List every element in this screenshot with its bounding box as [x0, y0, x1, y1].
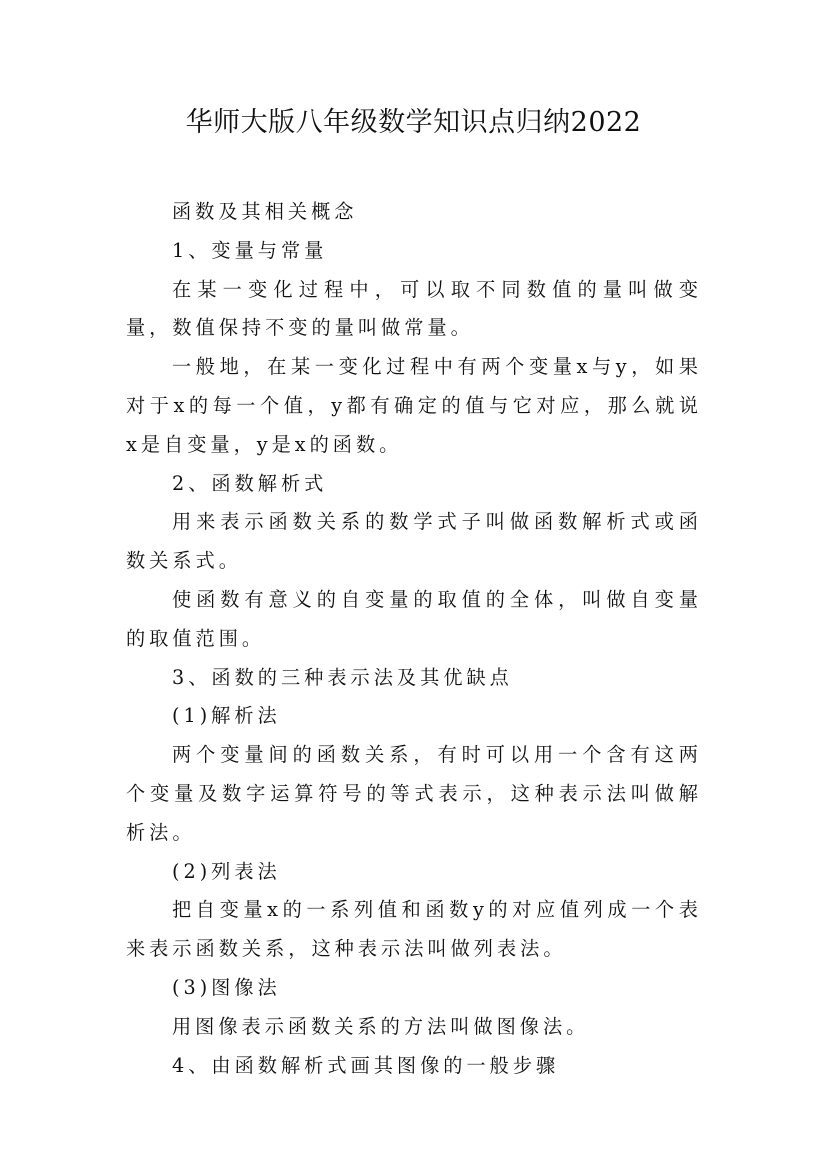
- paragraph: 把自变量x的一系列值和函数y的对应值列成一个表来表示函数关系，这种表示法叫做列表法。: [126, 898, 702, 961]
- paragraph: 在某一变化过程中，可以取不同数值的量叫做变量，数值保持不变的量叫做常量。: [126, 277, 702, 340]
- method-heading: (2)列表法: [172, 859, 281, 883]
- subsection-heading: 2、函数解析式: [172, 471, 328, 495]
- paragraph: 两个变量间的函数关系，有时可以用一个含有这两个变量及数字运算符号的等式表示，这种表示法叫做解析法。: [126, 743, 702, 844]
- method-heading: (1)解析法: [172, 704, 281, 728]
- subsection-heading: 3、函数的三种表示法及其优缺点: [172, 665, 513, 689]
- section-heading: 函数及其相关概念: [172, 200, 358, 223]
- document-body: [126, 193, 702, 1085]
- paragraph: 使函数有意义的自变量的取值的全体，叫做自变量的取值范围。: [126, 587, 702, 650]
- paragraph: 一般地，在某一变化过程中有两个变量x与y，如果对于x的每一个值，y都有确定的值与它对应，那么就说x是自变量，y是x的函数。: [126, 355, 702, 456]
- subsection-heading: 1、变量与常量: [172, 238, 328, 262]
- paragraph: 用来表示函数关系的数学式子叫做函数解析式或函数关系式。: [126, 510, 702, 573]
- document-title: 华师大版八年级数学知识点归纳2022: [185, 107, 642, 138]
- method-heading: (3)图像法: [172, 975, 281, 999]
- paragraph: 用图像表示函数关系的方法叫做图像法。: [172, 1014, 590, 1038]
- subsection-heading: 4、由函数解析式画其图像的一般步骤: [172, 1053, 560, 1077]
